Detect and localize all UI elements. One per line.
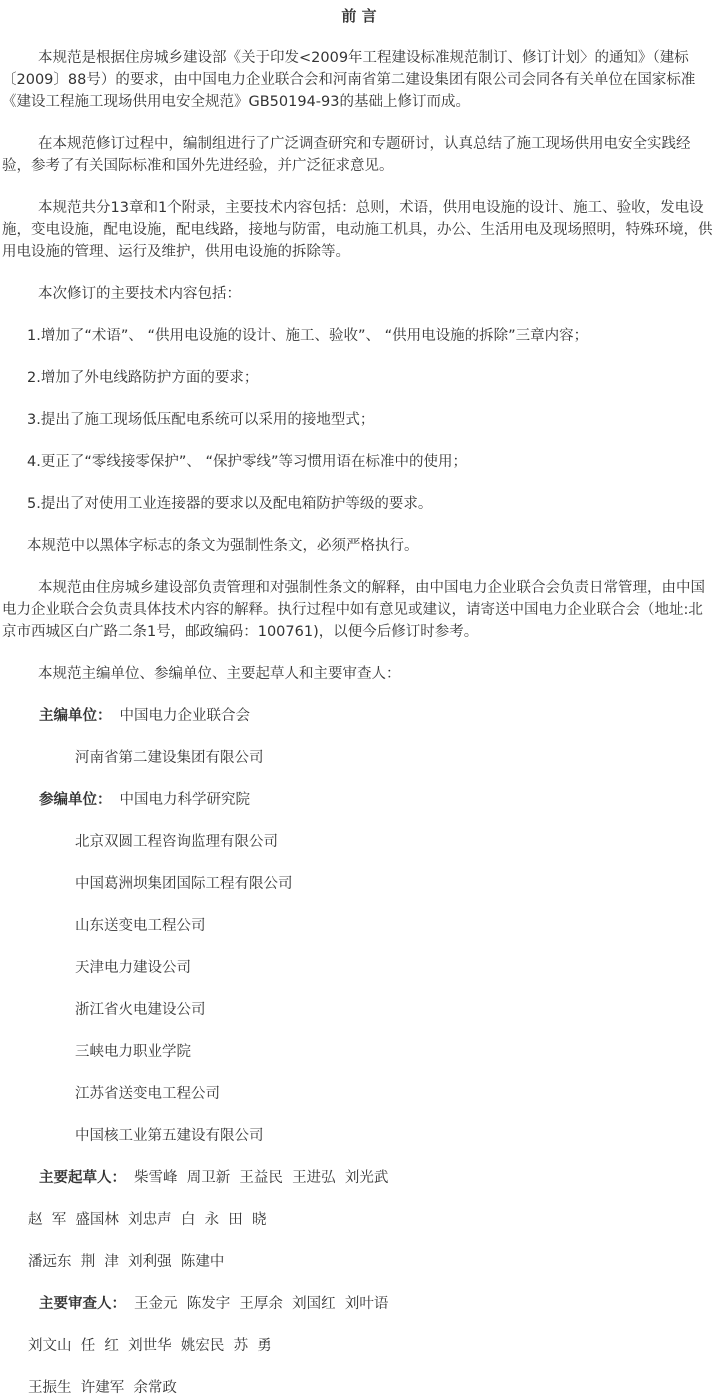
participating-unit-item: 天津电力建设公司 xyxy=(75,960,191,976)
participating-unit-item: 山东送变电工程公司 xyxy=(75,918,206,934)
chief-unit-name: 中国电力企业联合会 xyxy=(119,708,250,724)
participating-unit-item: 浙江省火电建设公司 xyxy=(75,1002,206,1018)
participating-unit-item: 中国核工业第五建设有限公司 xyxy=(75,1128,264,1144)
participating-unit-item: 中国葛洲坝集团国际工程有限公司 xyxy=(75,876,293,892)
participating-unit-name: 中国电力科学研究院 xyxy=(119,792,250,808)
drafters-names-row: 赵 军 盛国林 刘忠声 白 永 田 晓 xyxy=(28,1212,267,1228)
paragraph-revision-process: 在本规范修订过程中，编制组进行了广泛调查研究和专题研讨，认真总结了施工现场供用电安全实践经验，参考了有关国际标准和国外先进经验，并广泛征求意见。 xyxy=(2,136,691,174)
drafters-label: 主要起草人： xyxy=(39,1170,126,1186)
participating-unit-item: 江苏省送变电工程公司 xyxy=(75,1086,220,1102)
drafters-row xyxy=(2,1167,716,1189)
drafters-names: 柴雪峰 周卫新 王益民 王进弘 刘光武 xyxy=(134,1170,389,1186)
chief-unit-extra-row: 河南省第二建设集团有限公司 xyxy=(75,750,264,766)
paragraph-management: 本规范由住房城乡建设部负责管理和对强制性条文的解释，由中国电力企业联合会负责日常管理，由中国电力企业联合会负责具体技术内容的解释。执行过程中如有意见或建议，请寄送中国电力企业联合会（地址:北京市西城区白广路二条1号，邮政编码：100761)，以便今后修订时参考。 xyxy=(2,580,705,640)
paragraph-revision-summary-heading: 本次修订的主要技术内容包括： xyxy=(38,286,241,302)
reviewers-names: 王金元 陈发宇 王厚余 刘国红 刘叶语 xyxy=(134,1296,389,1312)
doc-title: 前 言 xyxy=(341,7,377,25)
revision-item-1: 1.增加了“术语”、 “供用电设施的设计、施工、验收”、 “供用电设施的拆除”三章内容； xyxy=(27,328,589,344)
paragraph-mandatory-note: 本规范中以黑体字标志的条文为强制性条文，必须严格执行。 xyxy=(27,538,419,554)
reviewers-row xyxy=(2,1293,716,1315)
revision-item-2: 2.增加了外电线路防护方面的要求； xyxy=(27,370,259,386)
participating-unit-label: 参编单位： xyxy=(39,792,112,808)
participating-unit-item: 三峡电力职业学院 xyxy=(75,1044,191,1060)
reviewers-label: 主要审查人： xyxy=(39,1296,126,1312)
chief-unit-row xyxy=(2,705,716,727)
paragraph-intro: 本规范是根据住房城乡建设部《关于印发<2009年工程建设标准规范制订、修订计划〉的通知》（建标〔2009〕88号）的要求，由中国电力企业联合会和河南省第二建设集团有限公司会同各有关单位在国家标准《建设工程施工现场供用电安全规范》GB50194-93的基础上修订而成。 xyxy=(2,50,696,110)
participating-unit-item: 北京双圆工程咨询监理有限公司 xyxy=(75,834,278,850)
reviewers-names-row: 王振生 许建军 余常政 xyxy=(28,1380,177,1396)
participating-unit-row xyxy=(2,789,716,811)
revision-item-3: 3.提出了施工现场低压配电系统可以采用的接地型式； xyxy=(27,412,375,428)
chief-unit-label: 主编单位： xyxy=(39,708,112,724)
paragraph-contents: 本规范共分13章和1个附录，主要技术内容包括：总则，术语，供用电设施的设计、施工、验收，发电设施，变电设施，配电设施，配电线路，接地与防雷，电动施工机具，办公、生活用电及现场照明，特殊环境，供用电设施的管理、运行及维护，供用电设施的拆除等。 xyxy=(2,200,713,260)
paragraph-credits-intro: 本规范主编单位、参编单位、主要起草人和主要审查人： xyxy=(38,666,401,682)
revision-item-4: 4.更正了“零线接零保护”、 “保护零线”等习惯用语在标准中的使用； xyxy=(27,454,467,470)
reviewers-names-row: 刘文山 任 红 刘世华 姚宏民 苏 勇 xyxy=(28,1338,272,1354)
drafters-names-row: 潘远东 荆 津 刘利强 陈建中 xyxy=(28,1254,225,1270)
revision-item-5: 5.提出了对使用工业连接器的要求以及配电箱防护等级的要求。 xyxy=(27,496,433,512)
